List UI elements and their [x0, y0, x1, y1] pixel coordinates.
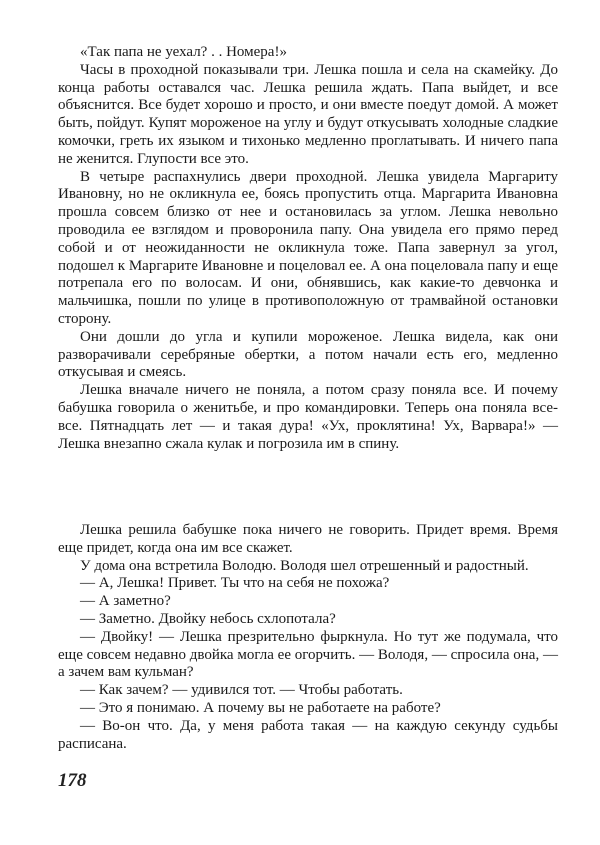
dialogue-line: — А, Лешка! Привет. Ты что на себя не похожа?	[80, 575, 390, 592]
text-section-2	[58, 522, 558, 753]
dialogue-line: — А заметно?	[80, 593, 171, 610]
dialogue-line: — Двойку! — Лешка презрительно фыркнула. Но тут же подумала, что еще совсем недавно двойка могла ее огорчить. — Володя, — спросила она, — а зачем вам кульман?	[58, 628, 558, 681]
paragraph: Лешка решила бабушке пока ничего не говорить. Придет время. Время еще придет, когда она им все скажет.	[58, 522, 558, 556]
paragraph: В четыре распахнулись двери проходной. Лешка увидела Маргариту Ивановну, но не окликнула ее, боясь пропустить отца. Маргарита Ивановна прошла совсем близко от нее и остановилась за углом. Лешка невольно проводила ее взглядом и проворонила папу. Она увидела его прямо перед собой и от неожиданности не окликнула тоже. Папа завернул за угол, подошел к Маргарите Ивановне и поцеловал ее. А она поцеловала папу и еще потрепала его по волосам. И они, обнявшись, как какие-то девчонка и мальчишка, пошли по улице в противоположную от трамвайной остановки сторону.	[58, 168, 558, 327]
page-number: 178	[58, 770, 87, 791]
dialogue-line: — Заметно. Двойку небось схлопотала?	[80, 610, 336, 627]
paragraph: «Так папа не уехал? . . Номера!»	[80, 44, 287, 60]
paragraph: Часы в проходной показывали три. Лешка пошла и села на скамейку. До конца работы оставался час. Лешка решила ждать. Папа выйдет, и все объяснится. Все будет хорошо и просто, и они вместе поедут домой. А может быть, пойдут. Купят мороженое на углу и будут откусывать холодные сладкие комочки, греть их языком и тихонько медленно проглатывать. И ничего папа не женится. Глупости все это.	[58, 61, 558, 167]
dialogue-line: — Это я понимаю. А почему вы не работаете на работе?	[80, 699, 441, 716]
dialogue-line: — Как зачем? — удивился тот. — Чтобы работать.	[80, 682, 403, 699]
dialogue-line: — Во-он что. Да, у меня работа такая — на каждую секунду судьбы расписана.	[58, 717, 558, 752]
paragraph: У дома она встретила Володю. Володя шел отрешенный и радостный.	[80, 557, 529, 574]
text-section-1	[58, 44, 558, 453]
paragraph: Они дошли до угла и купили мороженое. Лешка видела, как они разворачивали серебряные обертки, а потом начали есть его, медленно откусывая и смеясь.	[58, 328, 558, 381]
paragraph: Лешка вначале ничего не поняла, а потом сразу поняла все. И почему бабушка говорила о женитьбе, и про командировки. Теперь она поняла все-все. Пятнадцать лет — и такая дура! «Ух, проклятина! Ух, Варвара!» — Лешка внезапно сжала кулак и погрозила им в спину.	[58, 382, 558, 452]
